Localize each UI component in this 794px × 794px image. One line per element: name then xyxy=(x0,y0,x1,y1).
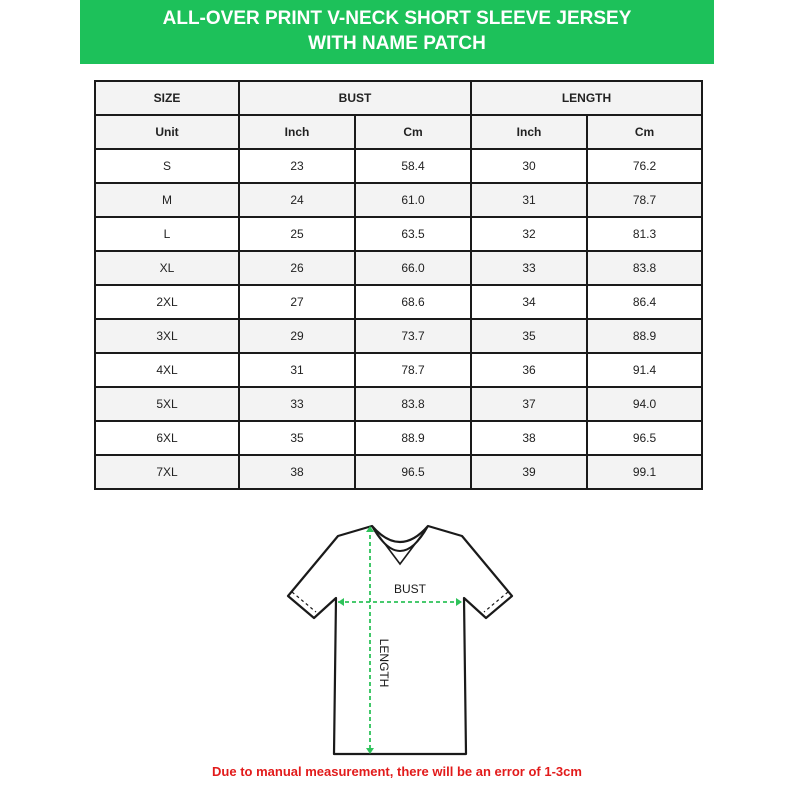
length-inch-cell: 36 xyxy=(471,353,587,387)
table-row xyxy=(95,149,702,183)
length-inch-cell: 31 xyxy=(471,183,587,217)
title-line-2: WITH NAME PATCH xyxy=(308,33,486,54)
bust-inch-cell: 31 xyxy=(239,353,355,387)
unit-length-cm: Cm xyxy=(587,115,702,149)
size-cell: 3XL xyxy=(95,319,239,353)
bust-cm-cell: 83.8 xyxy=(355,387,471,421)
bust-inch-cell: 33 xyxy=(239,387,355,421)
bust-inch-cell: 26 xyxy=(239,251,355,285)
size-cell: 6XL xyxy=(95,421,239,455)
length-label: LENGTH xyxy=(377,638,391,688)
table-row xyxy=(95,285,702,319)
jersey-outline-icon xyxy=(280,518,520,758)
bust-cm-cell: 63.5 xyxy=(355,217,471,251)
title-line-1: ALL-OVER PRINT V-NECK SHORT SLEEVE JERSEY xyxy=(162,8,632,29)
unit-row xyxy=(95,115,702,149)
length-cm-cell: 99.1 xyxy=(587,455,702,489)
table-row xyxy=(95,387,702,421)
size-cell: M xyxy=(95,183,239,217)
length-inch-cell: 38 xyxy=(471,421,587,455)
length-cm-cell: 78.7 xyxy=(587,183,702,217)
length-inch-cell: 34 xyxy=(471,285,587,319)
unit-bust-inch: Inch xyxy=(239,115,355,149)
size-cell: 5XL xyxy=(95,387,239,421)
measurement-note: Due to manual measurement, there will be an error of 1-3cm xyxy=(212,764,582,779)
length-cm-cell: 86.4 xyxy=(587,285,702,319)
bust-inch-cell: 29 xyxy=(239,319,355,353)
table-row xyxy=(95,353,702,387)
length-inch-cell: 35 xyxy=(471,319,587,353)
header-size: SIZE xyxy=(95,81,239,115)
unit-label: Unit xyxy=(95,115,239,149)
table-row xyxy=(95,319,702,353)
bust-inch-cell: 23 xyxy=(239,149,355,183)
bust-cm-cell: 66.0 xyxy=(355,251,471,285)
bust-inch-cell: 35 xyxy=(239,421,355,455)
length-cm-cell: 91.4 xyxy=(587,353,702,387)
table-row xyxy=(95,455,702,489)
unit-bust-cm: Cm xyxy=(355,115,471,149)
bust-inch-cell: 27 xyxy=(239,285,355,319)
length-inch-cell: 33 xyxy=(471,251,587,285)
bust-inch-cell: 25 xyxy=(239,217,355,251)
size-cell: XL xyxy=(95,251,239,285)
length-cm-cell: 88.9 xyxy=(587,319,702,353)
length-cm-cell: 83.8 xyxy=(587,251,702,285)
length-cm-cell: 76.2 xyxy=(587,149,702,183)
bust-cm-cell: 78.7 xyxy=(355,353,471,387)
table-row xyxy=(95,217,702,251)
size-cell: 7XL xyxy=(95,455,239,489)
bust-inch-cell: 24 xyxy=(239,183,355,217)
bust-cm-cell: 96.5 xyxy=(355,455,471,489)
table-row xyxy=(95,183,702,217)
bust-inch-cell: 38 xyxy=(239,455,355,489)
bust-cm-cell: 61.0 xyxy=(355,183,471,217)
size-chart-table xyxy=(94,80,703,490)
title-banner xyxy=(80,0,714,64)
bust-cm-cell: 68.6 xyxy=(355,285,471,319)
bust-label: BUST xyxy=(393,582,427,596)
length-cm-cell: 96.5 xyxy=(587,421,702,455)
table-row xyxy=(95,421,702,455)
length-inch-cell: 30 xyxy=(471,149,587,183)
bust-cm-cell: 88.9 xyxy=(355,421,471,455)
bust-cm-cell: 58.4 xyxy=(355,149,471,183)
bust-cm-cell: 73.7 xyxy=(355,319,471,353)
length-cm-cell: 94.0 xyxy=(587,387,702,421)
length-inch-cell: 37 xyxy=(471,387,587,421)
length-inch-cell: 32 xyxy=(471,217,587,251)
size-cell: 4XL xyxy=(95,353,239,387)
header-length: LENGTH xyxy=(471,81,702,115)
unit-length-inch: Inch xyxy=(471,115,587,149)
size-cell: S xyxy=(95,149,239,183)
size-cell: L xyxy=(95,217,239,251)
size-cell: 2XL xyxy=(95,285,239,319)
header-bust: BUST xyxy=(239,81,471,115)
length-cm-cell: 81.3 xyxy=(587,217,702,251)
length-inch-cell: 39 xyxy=(471,455,587,489)
table-row xyxy=(95,251,702,285)
header-row xyxy=(95,81,702,115)
